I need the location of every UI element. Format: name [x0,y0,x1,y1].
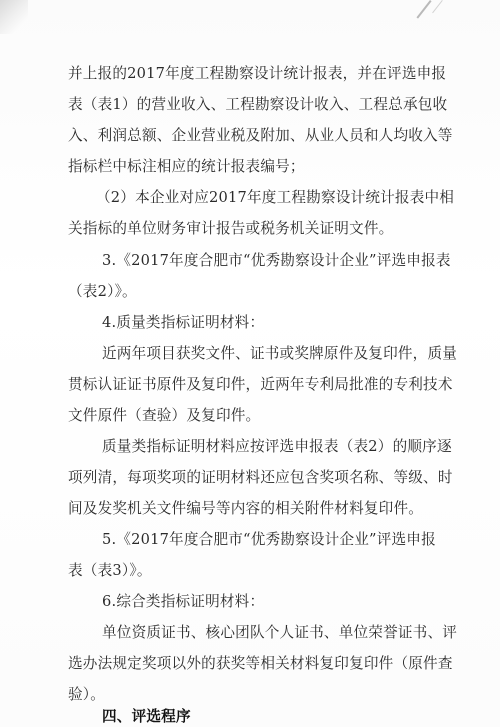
paper-edge-mark [416,0,431,19]
section-heading-4: 4.质量类指标证明材料： [102,314,265,331]
section-heading-review-procedure: 四、评选程序 [102,708,191,725]
text-line-8: （表2）》。 [68,283,137,300]
text-line-15: 间及发奖机关文件编号等内容的相关附件材料复印件。 [68,500,424,517]
text-line-10: 近两年项目获奖文件、证书或奖牌原件及复印件，质量 [102,345,458,362]
section-heading-3: 3.《2017年度合肥市“优秀勘察设计企业”评选申报表 [102,252,451,269]
paper-edge-mark-light [432,0,443,13]
text-line-4: 指标栏中标注相应的统计报表编号； [68,158,305,175]
text-line-11: 贯标认证证书原件及复印件，近两年专利局批准的专利技术 [68,376,453,393]
page-corner-shadow [0,0,28,34]
text-line-17: 表（表3）》。 [68,562,152,579]
text-line-2: 表（表1）的营业收入、工程勘察设计收入、工程总承包收 [68,96,448,113]
text-line-5: （2）本企业对应2017年度工程勘察设计统计报表中相 [96,189,455,206]
text-line-21: 验）。 [68,686,106,703]
text-line-1: 并上报的2017年度工程勘察设计统计报表，并在评选申报 [68,65,447,82]
text-line-3: 入、利润总额、企业营业税及附加、从业人员和人均收入等 [68,127,453,144]
section-heading-5: 5.《2017年度合肥市“优秀勘察设计企业”评选申报 [102,531,436,548]
text-line-20: 选办法规定奖项以外的获奖等相关材料复印复印件（原件查 [68,655,453,672]
text-line-13: 质量类指标证明材料应按评选申报表（表2）的顺序逐 [102,438,452,455]
text-line-6: 关指标的单位财务审计报告或税务机关证明文件。 [68,220,394,237]
section-heading-6: 6.综合类指标证明材料： [102,593,265,610]
text-line-12: 文件原件（查验）及复印件。 [68,407,261,424]
text-line-14: 项列清，每项奖项的证明材料还应包含奖项名称、等级、时 [68,469,453,486]
text-line-19: 单位资质证书、核心团队个人证书、单位荣誉证书、评 [102,624,458,641]
